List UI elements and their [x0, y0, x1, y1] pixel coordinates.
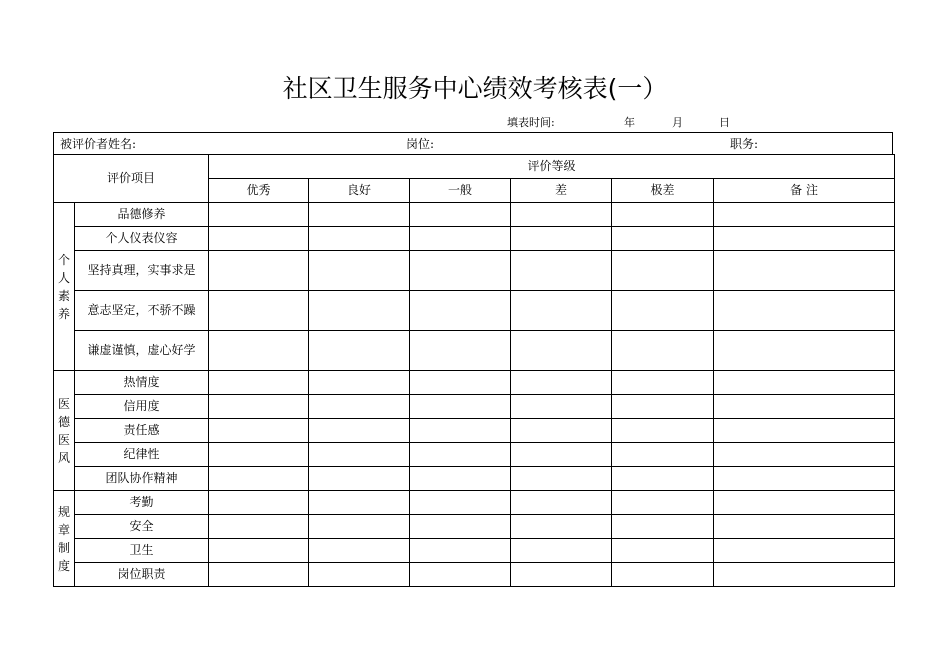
position-label: 岗位:	[406, 137, 435, 151]
table-row	[54, 203, 895, 227]
grade-cell[interactable]	[612, 331, 714, 371]
grade-cell[interactable]	[209, 371, 309, 395]
item-label: 坚持真理，实事求是	[87, 263, 196, 277]
grade-cell[interactable]	[511, 515, 612, 539]
item-cell	[75, 467, 209, 491]
item-cell	[75, 539, 209, 563]
grade-cell[interactable]	[309, 467, 410, 491]
evaluatee-name-label: 被评价者姓名:	[60, 137, 137, 151]
grade-cell[interactable]	[612, 251, 714, 291]
grade-cell[interactable]	[511, 371, 612, 395]
grade-cell[interactable]	[511, 291, 612, 331]
grade-cell[interactable]	[612, 371, 714, 395]
table-row	[54, 227, 895, 251]
category-cell	[54, 371, 75, 491]
grade-cell[interactable]	[714, 371, 895, 395]
grade-header-cell: 备 注	[714, 179, 895, 203]
grade-cell[interactable]	[511, 443, 612, 467]
grade-cell[interactable]	[209, 443, 309, 467]
grade-cell[interactable]	[309, 443, 410, 467]
grade-cell[interactable]	[309, 331, 410, 371]
grade-cell[interactable]	[309, 371, 410, 395]
grade-cell[interactable]	[714, 203, 895, 227]
grade-cell[interactable]	[209, 539, 309, 563]
grade-cell[interactable]	[209, 515, 309, 539]
table-row	[54, 515, 895, 539]
grade-cell[interactable]	[410, 443, 511, 467]
category-cell	[54, 203, 75, 371]
grade-cell[interactable]	[209, 227, 309, 251]
item-cell	[75, 227, 209, 251]
table-row	[54, 443, 895, 467]
grade-cell[interactable]	[309, 291, 410, 331]
item-label: 安全	[129, 519, 154, 533]
item-cell	[75, 419, 209, 443]
table-row	[54, 467, 895, 491]
item-cell	[75, 515, 209, 539]
grade-cell[interactable]	[612, 539, 714, 563]
category-label: 规章制度	[58, 504, 71, 573]
item-label: 热情度	[123, 375, 160, 389]
item-label: 品德修养	[117, 207, 166, 221]
table-row	[54, 563, 895, 587]
grade-cell[interactable]	[410, 371, 511, 395]
grade-cell[interactable]	[511, 203, 612, 227]
item-cell	[75, 491, 209, 515]
grade-cell[interactable]	[511, 251, 612, 291]
page-title: 社区卫生服务中心绩效考核表(一）	[282, 74, 668, 103]
grade-cell[interactable]	[612, 395, 714, 419]
grade-cell[interactable]	[209, 291, 309, 331]
grade-cell[interactable]	[410, 419, 511, 443]
grade-cell[interactable]	[612, 515, 714, 539]
grade-cell[interactable]	[612, 419, 714, 443]
item-label: 意志坚定，不骄不躁	[87, 303, 196, 317]
grade-cell[interactable]	[309, 251, 410, 291]
grade-cell[interactable]	[410, 251, 511, 291]
header-row-1	[54, 155, 895, 179]
grade-cell[interactable]	[714, 563, 895, 587]
item-label: 卫生	[129, 543, 154, 557]
grade-cell[interactable]	[209, 395, 309, 419]
duty-label: 职务:	[730, 137, 759, 151]
item-cell	[75, 291, 209, 331]
evaluation-table	[53, 154, 895, 587]
grade-cell[interactable]	[309, 227, 410, 251]
grade-cell[interactable]	[410, 203, 511, 227]
grade-cell[interactable]	[209, 331, 309, 371]
grade-cell[interactable]	[612, 203, 714, 227]
grade-cell[interactable]	[612, 491, 714, 515]
grade-cell[interactable]	[511, 395, 612, 419]
item-cell	[75, 203, 209, 227]
grade-cell[interactable]	[714, 419, 895, 443]
grade-header-cell: 极差	[612, 179, 714, 203]
grade-cell[interactable]	[612, 563, 714, 587]
item-header: 评价项目	[54, 155, 209, 203]
grade-cell[interactable]	[410, 395, 511, 419]
grade-cell[interactable]	[410, 563, 511, 587]
grade-cell[interactable]	[511, 563, 612, 587]
grade-cell[interactable]	[209, 203, 309, 227]
grade-cell[interactable]	[209, 467, 309, 491]
grade-cell[interactable]	[209, 563, 309, 587]
grade-cell[interactable]	[410, 291, 511, 331]
grade-cell[interactable]	[612, 227, 714, 251]
grade-cell[interactable]	[410, 331, 511, 371]
grade-cell[interactable]	[714, 539, 895, 563]
table-row	[54, 491, 895, 515]
grade-header-cell: 优秀	[209, 179, 309, 203]
item-label: 信用度	[123, 399, 160, 413]
grade-cell[interactable]	[612, 291, 714, 331]
grade-cell[interactable]	[209, 491, 309, 515]
grade-cell[interactable]	[309, 515, 410, 539]
item-label: 个人仪表仪容	[105, 231, 178, 245]
grade-cell[interactable]	[309, 539, 410, 563]
fill-time-day: 日	[719, 116, 730, 129]
table-row	[54, 419, 895, 443]
grade-cell[interactable]	[410, 227, 511, 251]
grade-header-cell: 良好	[309, 179, 410, 203]
category-label: 个人素养	[58, 252, 71, 321]
grade-cell[interactable]	[714, 467, 895, 491]
item-label: 责任感	[123, 423, 160, 437]
grade-cell[interactable]	[410, 491, 511, 515]
item-label: 考勤	[129, 495, 154, 509]
item-label: 团队协作精神	[105, 471, 178, 485]
grade-cell[interactable]	[612, 443, 714, 467]
item-cell	[75, 563, 209, 587]
table-row	[54, 291, 895, 331]
grade-cell[interactable]	[714, 395, 895, 419]
grade-cell[interactable]	[714, 251, 895, 291]
grade-cell[interactable]	[714, 491, 895, 515]
item-cell	[75, 443, 209, 467]
item-label: 岗位职责	[117, 567, 166, 581]
item-cell	[75, 395, 209, 419]
table-row	[54, 371, 895, 395]
grade-cell[interactable]	[511, 227, 612, 251]
category-label: 医德医风	[58, 396, 71, 465]
fill-time-label: 填表时间:	[507, 116, 555, 129]
grade-cell[interactable]	[612, 467, 714, 491]
grade-cell[interactable]	[410, 467, 511, 491]
grade-cell[interactable]	[511, 491, 612, 515]
item-label: 纪律性	[123, 447, 160, 461]
table-row	[54, 331, 895, 371]
grade-cell[interactable]	[410, 515, 511, 539]
grade-cell[interactable]	[410, 539, 511, 563]
grade-header-cell: 差	[511, 179, 612, 203]
table-row	[54, 251, 895, 291]
item-label: 谦虚谨慎，虚心好学	[87, 343, 196, 357]
grade-cell[interactable]	[209, 251, 309, 291]
item-cell	[75, 371, 209, 395]
fill-time-month: 月	[672, 116, 683, 129]
grade-cell[interactable]	[309, 395, 410, 419]
grade-cell[interactable]	[511, 419, 612, 443]
table-row	[54, 539, 895, 563]
grade-cell[interactable]	[511, 539, 612, 563]
grade-cell[interactable]	[714, 331, 895, 371]
grade-cell[interactable]	[511, 331, 612, 371]
grade-cell[interactable]	[511, 467, 612, 491]
grade-cell[interactable]	[714, 515, 895, 539]
grade-cell[interactable]	[309, 203, 410, 227]
item-cell	[75, 251, 209, 291]
grade-cell[interactable]	[309, 491, 410, 515]
table-row	[54, 395, 895, 419]
grade-cell[interactable]	[714, 291, 895, 331]
grade-cell[interactable]	[714, 443, 895, 467]
grade-header-cell: 一般	[410, 179, 511, 203]
grade-cell[interactable]	[309, 563, 410, 587]
item-cell	[75, 331, 209, 371]
category-cell	[54, 491, 75, 587]
grade-cell[interactable]	[714, 227, 895, 251]
grade-cell[interactable]	[309, 419, 410, 443]
grade-cell[interactable]	[209, 419, 309, 443]
grade-header: 评价等级	[209, 155, 895, 179]
fill-time-year: 年	[624, 116, 635, 129]
evaluatee-info-row	[53, 132, 893, 155]
